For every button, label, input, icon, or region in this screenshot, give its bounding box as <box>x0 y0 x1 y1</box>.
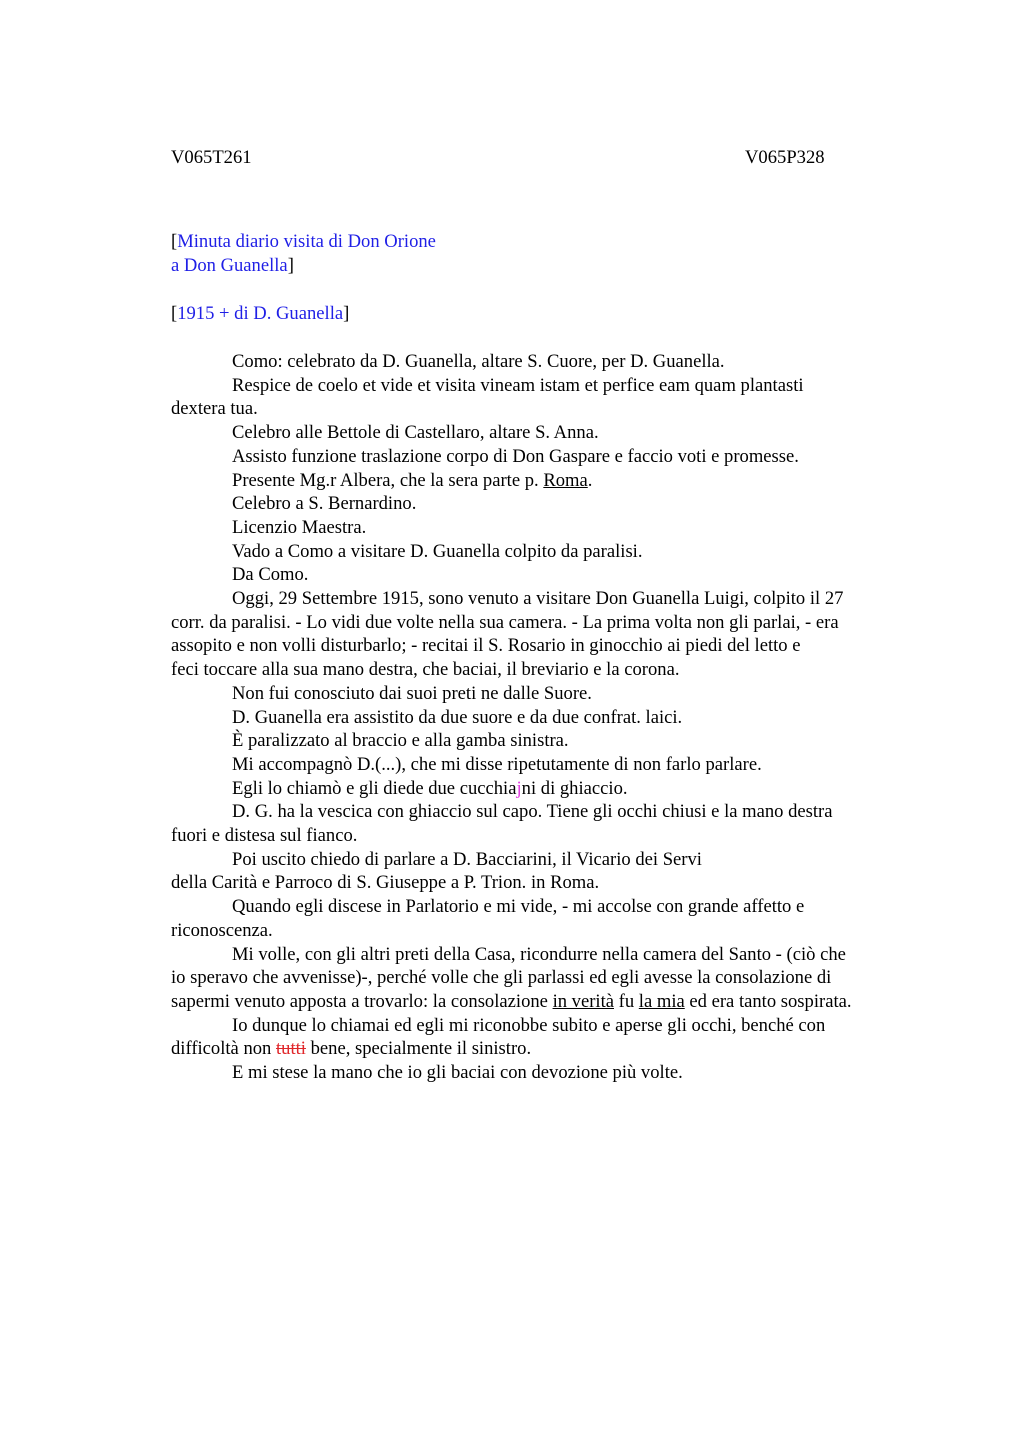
volume-page-code: V065P328 <box>745 147 825 168</box>
underlined-in-verita: in verità <box>552 990 614 1012</box>
paragraph-15 <box>171 777 931 801</box>
paragraph-7: Licenzio Maestra. <box>232 516 367 538</box>
paragraph-15-text: Egli lo chiamò e gli diede due cucchia <box>232 777 517 799</box>
paragraph-18-line-1: Quando egli discese in Parlatorio e mi vide, - mi accolse con grande affetto e <box>232 896 805 918</box>
paragraph-19 <box>171 943 931 1014</box>
paragraph-5 <box>171 469 931 493</box>
paragraph-19-line-3: sapermi venuto apposta a trovarlo: la consolazione <box>171 990 553 1012</box>
paragraph-2-line-1: Respice de coelo et vide et visita vineam istam et perfice eam quam plantasti <box>232 374 804 396</box>
paragraph-6: Celebro a S. Bernardino. <box>232 493 417 515</box>
title-close-bracket: ] <box>287 255 294 276</box>
document-body <box>171 146 931 1085</box>
paragraph-5-text: Presente Mg.r Albera, che la sera parte p. <box>232 469 544 491</box>
paragraph-16-line-1: D. G. ha la vescica con ghiaccio sul capo. Tiene gli occhi chiusi e la mano destra <box>232 801 833 823</box>
paragraph-18 <box>171 895 931 942</box>
paragraph-14: Mi accompagnò D.(...), che mi disse ripetutamente di non farlo parlare. <box>232 753 762 775</box>
deleted-word: tutti <box>276 1038 306 1060</box>
paragraph-20-line-2: difficoltà non <box>171 1038 276 1060</box>
paragraph-4: Assisto funzione traslazione corpo di Don Gaspare e faccio voti e promesse. <box>232 445 799 467</box>
date-close-bracket: ] <box>343 303 350 324</box>
underlined-roma: Roma <box>543 469 588 491</box>
paragraph-10-line-2: corr. da paralisi. - Lo vidi due volte nella sua camera. - La prima volta non gli parlai, - era <box>171 611 839 633</box>
paragraph-3: Celebro alle Bettole di Castellaro, altare S. Anna. <box>232 422 599 444</box>
paragraph-1: Como: celebrato da D. Guanella, altare S. Cuore, per D. Guanella. <box>232 351 725 372</box>
underlined-la-mia: la mia <box>638 990 685 1012</box>
paragraph-13: È paralizzato al braccio e alla gamba sinistra. <box>232 730 569 752</box>
paragraph-10-line-1: Oggi, 29 Settembre 1915, sono venuto a visitare Don Guanella Luigi, colpito il 27 <box>232 588 844 610</box>
title-line-1 <box>171 230 931 254</box>
paragraph-11: Non fui conosciuto dai suoi preti ne dalle Suore. <box>232 682 592 704</box>
paragraph-20 <box>171 1014 931 1061</box>
paragraph-19-line-3-end: ed era tanto sospirata. <box>684 990 852 1012</box>
paragraph-2 <box>171 374 931 421</box>
paragraph-17-line-1: Poi uscito chiedo di parlare a D. Bacciarini, il Vicario dei Servi <box>232 848 702 870</box>
diary-text <box>171 350 931 1085</box>
paragraph-9: Da Como. <box>232 564 309 586</box>
document-title <box>171 230 931 278</box>
paragraph-19-line-1: Mi volle, con gli altri preti della Casa, ricondurre nella camera del Santo - (ciò che <box>232 943 846 965</box>
date-note <box>171 302 931 326</box>
paragraph-17-line-2: della Carità e Parroco di S. Giuseppe a P. Trion. in Roma. <box>171 872 600 894</box>
title-text-1: Minuta diario visita di Don Orione <box>177 231 436 252</box>
date-open-bracket: [ <box>171 303 178 324</box>
title-text-2: a Don Guanella <box>171 255 288 276</box>
paragraph-2-line-2: dextera tua. <box>171 398 258 420</box>
paragraph-20-line-1: Io dunque lo chiamai ed egli mi riconobbe subito e aperse gli occhi, benché con <box>232 1014 826 1036</box>
date-note-text: 1915 + di D. Guanella <box>177 303 344 324</box>
inserted-letter: j <box>516 777 522 799</box>
paragraph-10-line-3: assopito e non volli disturbarlo; - recitai il S. Rosario in ginocchio ai piedi del letto e <box>171 635 801 657</box>
title-open-bracket: [ <box>171 231 178 252</box>
paragraph-18-line-2: riconoscenza. <box>171 919 273 941</box>
paragraph-17 <box>171 848 931 895</box>
reference-codes <box>171 146 931 170</box>
paragraph-21: E mi stese la mano che io gli baciai con devozione più volte. <box>232 1062 683 1084</box>
paragraph-19-line-2: io speravo che avvenisse)-, perché volle che gli parlassi ed egli avesse la consolazione di <box>171 967 832 989</box>
paragraph-16 <box>171 800 931 847</box>
volume-text-code: V065T261 <box>171 147 252 168</box>
paragraph-19-line-3-mid: fu <box>614 990 639 1012</box>
paragraph-5-end: . <box>587 469 593 491</box>
paragraph-10-line-4: feci toccare alla sua mano destra, che baciai, il breviario e la corona. <box>171 659 680 681</box>
paragraph-8: Vado a Como a visitare D. Guanella colpito da paralisi. <box>232 540 643 562</box>
paragraph-10 <box>171 587 931 682</box>
paragraph-12: D. Guanella era assistito da due suore e da due confrat. laici. <box>232 706 683 728</box>
title-line-2 <box>171 254 931 278</box>
paragraph-15-end: ni di ghiaccio. <box>521 777 628 799</box>
paragraph-20-line-2-end: bene, specialmente il sinistro. <box>305 1038 532 1060</box>
paragraph-16-line-2: fuori e distesa sul fianco. <box>171 825 358 847</box>
